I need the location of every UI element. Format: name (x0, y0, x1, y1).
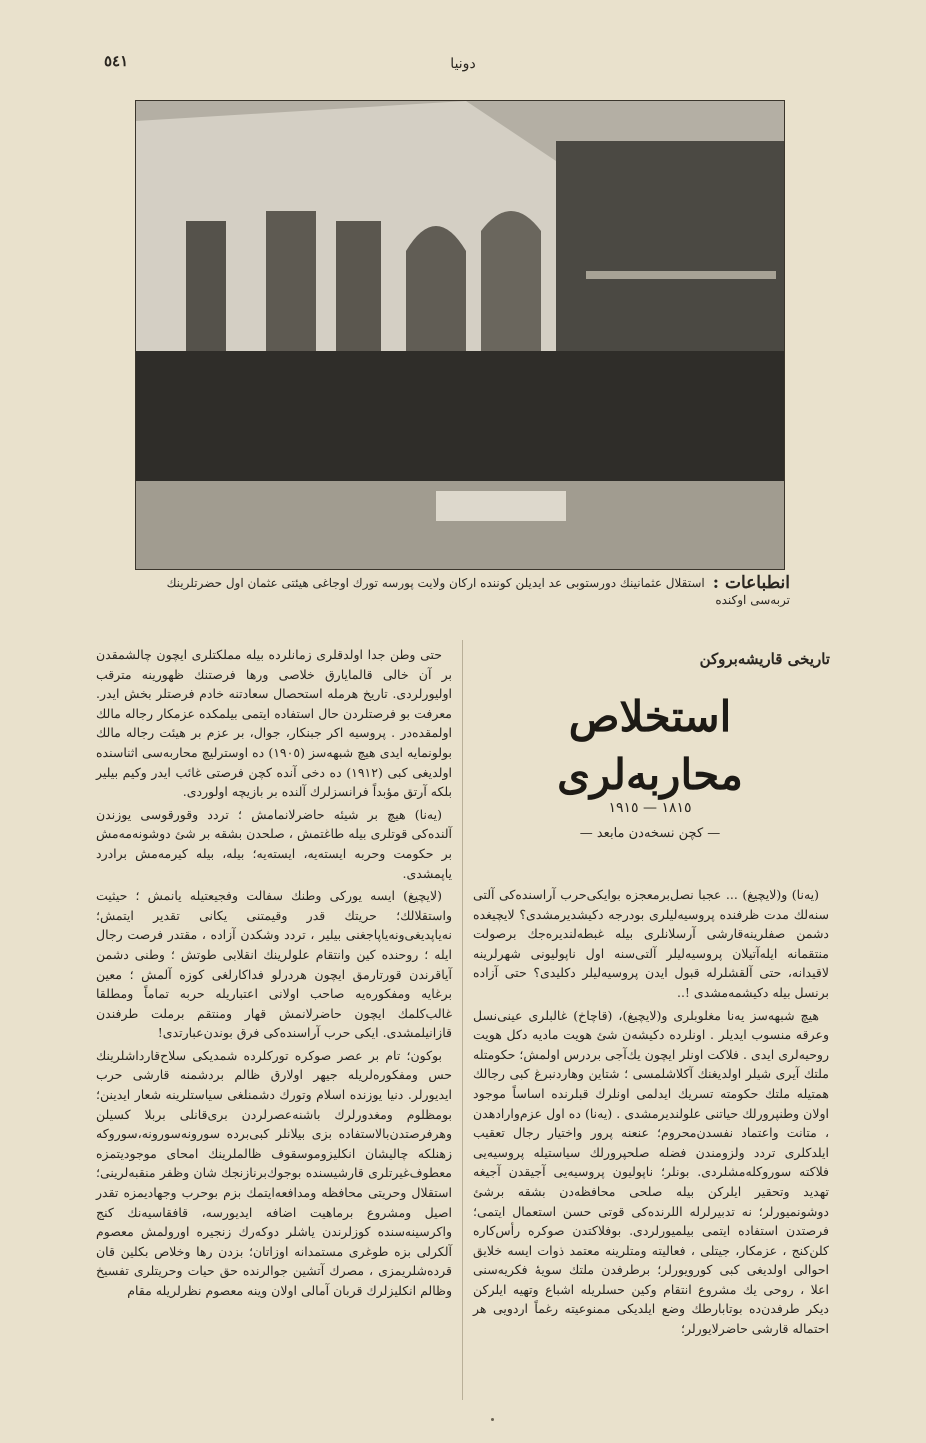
paragraph: هیچ شبهه‌سز یه‌نا مغلوبلری و(لایچیغ)، (قاچاخ) غالبلری عینی‌نسل وعرقه منسوب ایدیلر . اونلرده دکیشه‌ن شئ هویت مادیه دکل هویت روحیه‌لری ایدی . فلاکت اونلر ایچون یك‌آجی بردرس اولمش؛ حکومتله ملتك آیری شیلر اولدیغنك آکلاشلمسی ؛ شتاین وهاردنبرغ کبی رجالك همتیله ملتك حکومته تسریك ایدلمی اونلرك قبلرنده اساساً موجود اولان وطنپرورلك حیاتنی علولندیرمشدی . (یه‌نا) ده اول عزم‌وارادهدن ، متانت واعتماد نفسدن‌محروم؛ عنعنه پرور واختیار رجال تعقیب ایلدکلری تردد ولزومندن فضله صلحپرورلك سیاستیله پروسیه‌یی فلاکته سوروکله‌مشلردی. بونلر؛ ناپولیون پروسیه‌یی آجیقدن آجیغه تهدید وتحقیر ایلرکن بیله صلحی محافظه‌دن بشقه برشئ دوشونمیورلر؛ نه تدبیرلرله اللرنده‌کی قوتی حسن استعمال ایتمی؛ فرصتدن استفاده ایتمی بیلمیورلردی. بوفلاکتدن صوکره رأس‌کاره کلن‌کنج ، عزمکار، جیتلی ، فعالیته ومتلرینه معتمد ذوات ایسه خلایق احوالی اولدیغی کبی کورویورلر؛ برطرفدن ملتك سویهٔ فکریه‌سنی اعلا ، روحی یك مشروع انتقام وکین حسلریله اشباع وتهیه ایلرکن دیکر طرفدن‌ده بوتابارطك وضع ایلدیکی ممنوعیته رغماً اردویی هر احتماله قارشی حاضرلایورلر؛ (473, 1007, 829, 1337)
paragraph: (لایچیغ) ایسه یورکی وطنك سفالت وفجیعتیله یانمش ؛ حیثیت واستقلالك؛ حریتك قدر وقیمتنی یکانی تقدیر ایتمش؛ نه‌یاپدیغی‌ونه‌یاپاجغنی بیلیر ، تردد وشکدن آزاده ، مقتدر فرصت رجال ایله ؛ روحنده کین وانتقام علولرینك انقلابی طوتش ؛ وطنی دشمن آیاقرندن قورتارمق ایچون هردرلو فداکارلغی کوزه آلمش ؛ معین برغایه ومفکوره‌یه صاحب اولانی اعتباریله حربه تماماً ومطلقا غالب‌کلمك ایچون حاضرلانمش قهار ومنتقم برملت طرفندن قازانیلمشدی. ایکی حرب آراسنده‌کی فرق بوندن‌عبارتدی! (96, 888, 452, 1041)
page-number: ٥٤١ (104, 52, 129, 70)
article-dates: ١٨١٥ — ١٩١٥ (608, 800, 692, 816)
article-continuation-note: — کچن نسخه‌دن مابعد — (579, 826, 721, 841)
footer-dot (491, 1418, 494, 1421)
caption-label: انطباعات : (712, 573, 790, 593)
column-divider (462, 640, 463, 1400)
caption-text: استقلال عثمانینك دورستوبی عد ایدیلن کوننده ارکان ولایت پورسه تورك اوجاغی هیئتی عثمان اول حضرتلرینك تربه‌سی اوکنده (166, 576, 790, 607)
right-text-column (473, 885, 829, 1342)
left-text-column (96, 645, 452, 1304)
photo-caption (130, 575, 790, 609)
photograph-illustration (136, 101, 784, 569)
article-kicker: تاریخی قاریشه‌برو‌کن (699, 650, 830, 668)
group-photograph (135, 100, 785, 570)
article-title: استخلاص محاربه‌لری (557, 692, 743, 799)
paragraph: بوکون؛ تام بر عصر صوکره تورکلرده شمدیکی سلاح‌قارداشلرینك حس ومفکوره‌لریله جیهر اولارق ظالم بردشمنه قارشی حرب ایدیورلر. دنیا یوزنده اسلام وتورك دشمنلغی سیاستلرینه شعار ایدینن؛ بومظلوم ومغدورلرك باشنه‌عصرلردن بری‌قانلی بربلا کسیلن وهرفرصتدن‌بالاستفاده بزی بیلانلر کبی‌برده سورونه‌سورونه‌،سوروکه زهنلکه چالیشان انکلیزوموسقوف ظالملرینك امحای موجودیتمزه معطوف‌غیرتلری قارشیسنده بوجوك‌برنازنجك شان وظفر منقبه‌لرینی؛ استقلال وحریتی محافظه ومدافعه‌ایتمك بزم بوحرب وجهادیمزه تقدر اصیل ومشروع برماهیت اضافه ایدیورسه، قافقاسیه‌نك کنج واکرسینه‌سنده کوزلرندن یاشلر دوکه‌رك زنجیره اورولمش معصوم آلکرلی بزه طوغری مستمدانه اوزاتان؛ بزدن رها وخلاص بکلین قان قرده‌شلریمزی ، مصرك آتشین جوالرنده حق حیات وحریتلری تفسیخ وظالم انکلیزلرك قربان آمالی اولان وینه معصوم نظرلریله مقام (96, 1047, 452, 1298)
paragraph: حتی وطن جدا اولدقلری زمانلرده بیله مملکتلری ایچون چالشمقدن بر آن خالی قالمایارق خلاصی ورها فرصتنك ظهورینه مترقب اولیورلردی. تاریخ هرمله استحصال سعادتنه خادم فرصتلر بخش ایدر. معرفت بو فرصتلردن حال استفاده ایتمی بیلمکده عزمکار رجاله مالك اولمقده‌در . پروسیه اکر جبنکار، جوال، بر عزم بر هیئت رجاله مالك بولونمایه ایدی هیچ شبهه‌سز (١٩٠٥) ده اوسترلیچ محاربه‌سی اثناسنده اولدیغی کبی (١٩١٢) ده دخی آنده کچن فرصتی غائب ایدر وکیم بیلیر بلکه آرتق مؤبداً فرانسزلرك آلنده بر بازیچه اولوردی. (96, 647, 452, 800)
paragraph: (یه‌نا) و(لایچیغ) ... عجبا نصل‌برمعجزه بوایکی‌حرب آراسنده‌کی آلتی سنه‌لك مدت ظرفنده پروسیه‌لیلری بودرجه دکیشدیرمشدی؟ لایچیغده دشمن صفلرینه‌قارشی آرسلانلری بیله غبطه‌لندیره‌جك برصولت منتقمانه ایله‌آتیلان پروسیه‌لیلر آلتی‌سنه اول ناپولیونی شهرلرینه لاقیدانه، حتی آلقشلرله قبول ایدن پروسیه‌لیلر دکلیدی؟ حتی آزاده برنسل بیله دکیشمه‌مشدی !.. (473, 887, 829, 1000)
running-head: دونیا (450, 56, 476, 72)
paragraph: (یه‌نا) هیچ بر شیئه حاضرلانمامش ؛ تردد وقورقوسی یوزندن آلنده‌کی قوتلری بیله طاغتمش ، صلحدن بشقه بر شئ دوشونه‌مه‌مش بر حکومت وحربه ایسته‌یه، ایسته‌یه؛ بیله، بیله کیرمه‌مش برادرد یاپمشدی. (96, 806, 452, 881)
